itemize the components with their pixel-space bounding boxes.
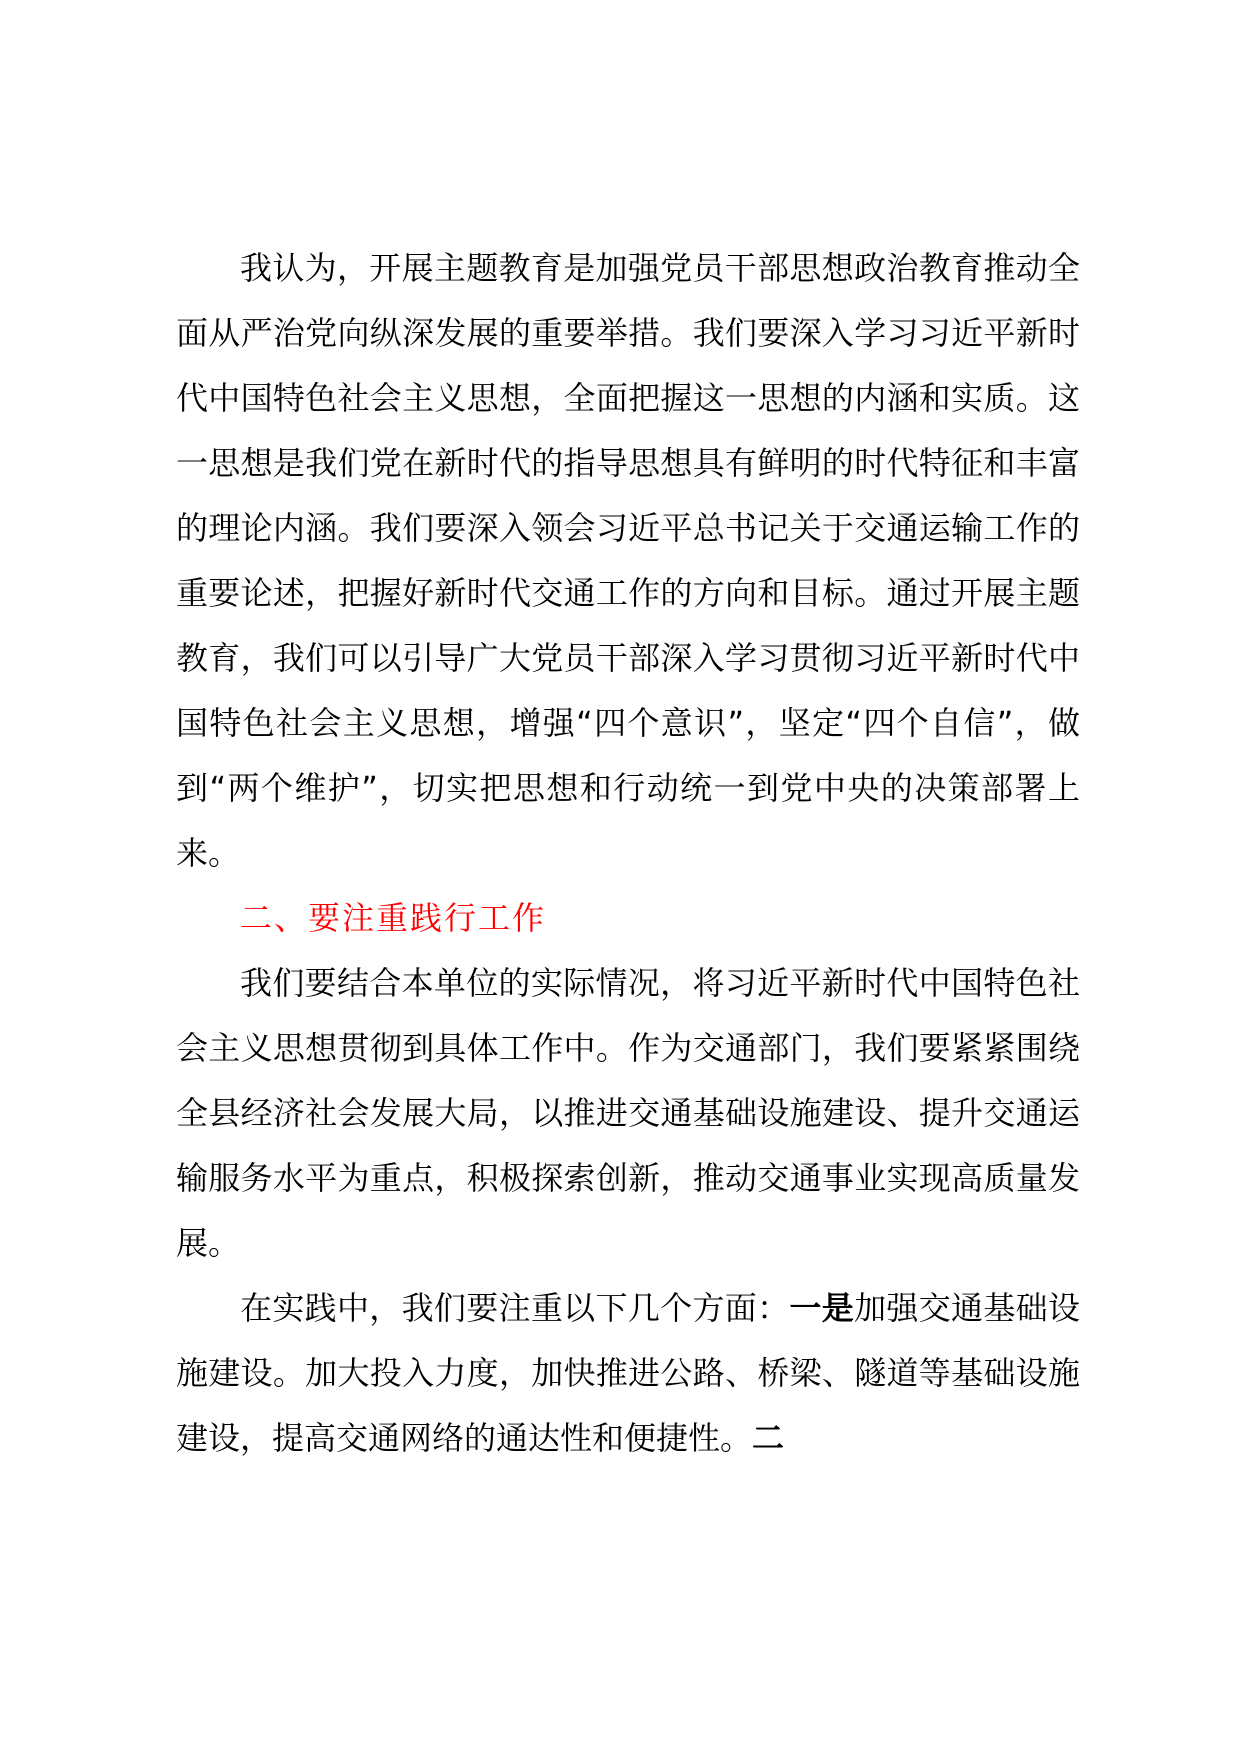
section-heading-practice: 二、要注重践行工作 [240,899,547,937]
aspect-one-label: 一是 [789,1289,855,1327]
paragraph-theme-education: 我认为，开展主题教育是加强党员干部思想政治教育推动全面从严治党向纵深发展的重要举措。我们要深入学习习近平新时代中国特色社会主义思想，全面把握这一思想的内涵和实质。这一思想是我们党在新时代的指导思想具有鲜明的时代特征和丰富的理论内涵。我们要深入领会习近平总书记关于交通运输工作的重要论述，把握好新时代交通工作的方向和目标。通过开展主题教育，我们可以引导广大党员干部深入学习贯彻习近平新时代中国特色社会主义思想，增强“四个意识”，坚定“四个自信”，做到“两个维护”，切实把思想和行动统一到党中央的决策部署上来。 [176,249,1080,872]
paragraph-practice-work: 我们要结合本单位的实际情况，将习近平新时代中国特色社会主义思想贯彻到具体工作中。作为交通部门，我们要紧紧围绕全县经济社会发展大局，以推进交通基础设施建设、提升交通运输服务水平为重点，积极探索创新，推动交通事业实现高质量发展。 [176,964,1080,1262]
aspects-intro-text: 在实践中，我们要注重以下几个方面： [240,1289,790,1327]
aspect-one-text: 加强交通基础设施建设。加大投入力度，加快推进公路、桥梁、隧道等基础设施建设，提高交通网络的通达性和便捷性。 [176,1289,1080,1457]
paragraph-practice-aspects [176,1276,1080,1471]
aspect-two-label: 二 [752,1419,785,1457]
document-body [176,236,1080,1471]
